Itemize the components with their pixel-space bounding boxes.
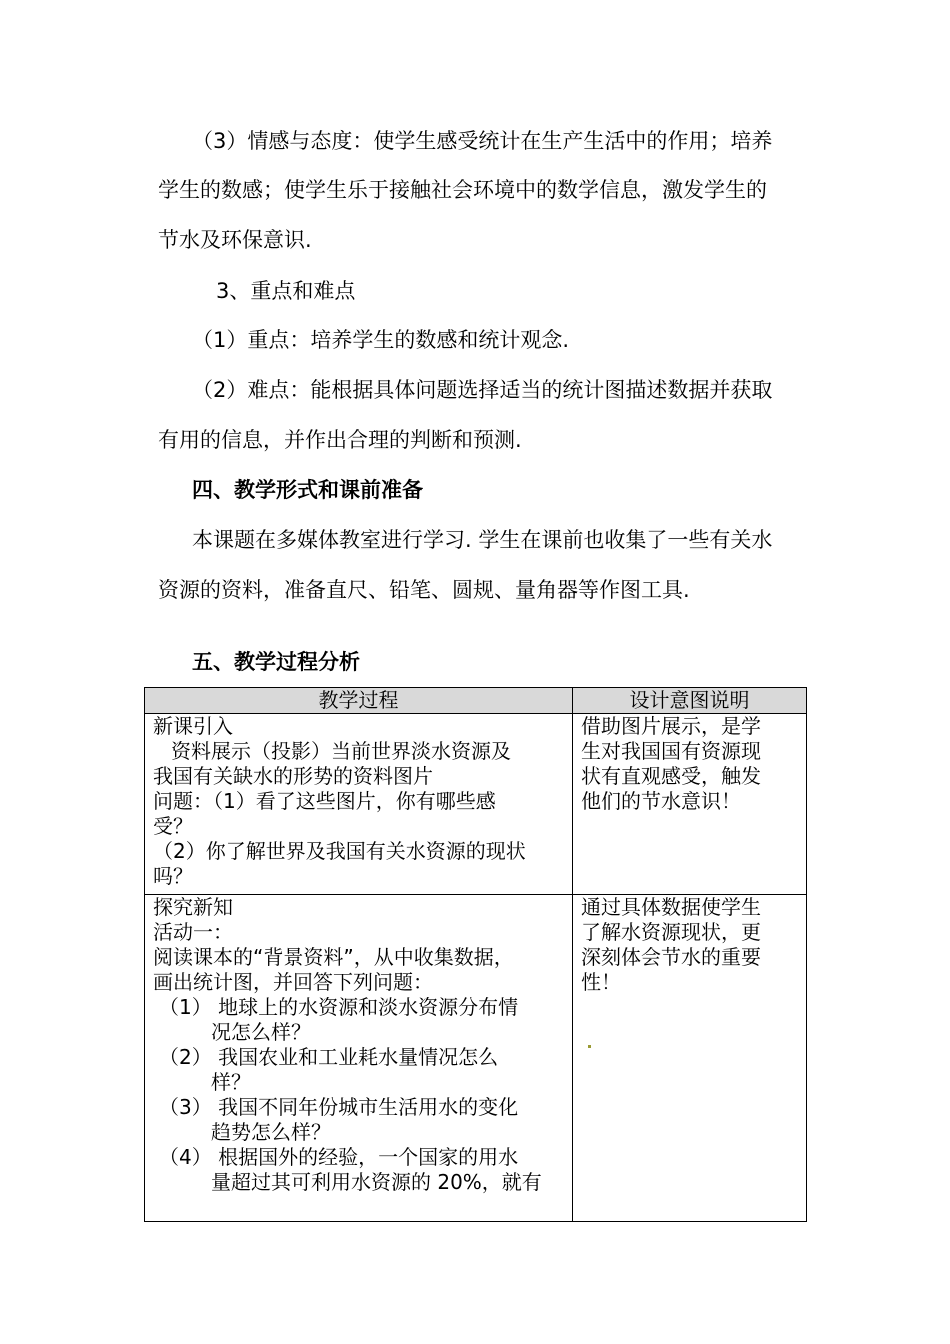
question-1 bbox=[153, 995, 564, 1020]
process-text: 我国有关缺水的形势的资料图片 bbox=[153, 764, 433, 788]
question-text: 我国不同年份城市生活用水的变化 bbox=[218, 1095, 519, 1119]
question-3 bbox=[153, 1095, 564, 1120]
process-text: 画出统计图，并回答下列问题： bbox=[153, 970, 433, 994]
difficulty-line2: 有用的信息，并作出合理的判断和预测. bbox=[158, 428, 522, 452]
paragraph-attitude-line2: 学生的数感；使学生乐于接触社会环境中的数学信息，激发学生的 bbox=[158, 178, 767, 202]
question-3-cont: 趋势怎么样？ bbox=[211, 1120, 331, 1144]
header-teaching-process: 教学过程 bbox=[145, 688, 573, 714]
intent-cell-explore bbox=[572, 895, 806, 1222]
paragraph-attitude-line3: 节水及环保意识. bbox=[158, 228, 312, 252]
question-text: 根据国外的经验，一个国家的用水 bbox=[218, 1145, 519, 1169]
question-number: （1） bbox=[159, 995, 212, 1019]
process-text: 受？ bbox=[153, 814, 193, 838]
table-header-row bbox=[145, 688, 807, 714]
question-2 bbox=[153, 1045, 564, 1070]
intent-text: 性！ bbox=[580, 970, 621, 994]
intent-text: 了解水资源现状，更 bbox=[580, 920, 761, 944]
question-2-cont: 样？ bbox=[211, 1070, 251, 1094]
teaching-form-line1: 本课题在多媒体教室进行学习. 学生在课前也收集了一些有关水 bbox=[192, 528, 773, 552]
intent-text: 生对我国国有资源现 bbox=[580, 739, 761, 763]
question-4-cont: 量超过其可利用水资源的 20%，就有 bbox=[211, 1170, 542, 1194]
intent-text: 通过具体数据使学生 bbox=[580, 895, 761, 919]
question-text: 地球上的水资源和淡水资源分布情 bbox=[218, 995, 519, 1019]
process-text: 资料展示（投影）当前世界淡水资源及 bbox=[171, 739, 511, 763]
question-number: （4） bbox=[159, 1145, 212, 1169]
process-text: 阅读课本的“背景资料”，从中收集数据， bbox=[153, 945, 514, 969]
paragraph-attitude-line1: （3）情感与态度：使学生感受统计在生产生活中的作用；培养 bbox=[192, 129, 773, 153]
section-3-heading: 3、重点和难点 bbox=[216, 279, 356, 303]
section-4-heading: 四、教学形式和课前准备 bbox=[192, 478, 423, 502]
process-text: 探究新知 bbox=[153, 895, 233, 919]
teaching-form-line2: 资源的资料，准备直尺、铅笔、圆规、量角器等作图工具. bbox=[158, 578, 690, 602]
process-cell-intro bbox=[145, 714, 573, 895]
process-text: 问题：（1）看了这些图片，你有哪些感 bbox=[153, 789, 496, 813]
stray-mark bbox=[588, 1045, 591, 1048]
question-number: （2） bbox=[159, 1045, 212, 1069]
intent-cell-intro bbox=[572, 714, 806, 895]
intent-text: 借助图片展示，是学 bbox=[580, 714, 761, 738]
difficulty-line1: （2）难点：能根据具体问题选择适当的统计图描述数据并获取 bbox=[192, 378, 773, 402]
process-text: 吗？ bbox=[153, 864, 193, 888]
intent-text: 他们的节水意识！ bbox=[580, 789, 741, 813]
header-design-intent: 设计意图说明 bbox=[572, 688, 806, 714]
table-row bbox=[145, 895, 807, 1222]
question-4 bbox=[153, 1145, 564, 1170]
process-text: 新课引入 bbox=[153, 714, 233, 738]
process-cell-explore bbox=[145, 895, 573, 1222]
key-point: （1）重点：培养学生的数感和统计观念. bbox=[192, 328, 570, 352]
teaching-process-table bbox=[144, 687, 807, 1222]
section-5-heading: 五、教学过程分析 bbox=[192, 650, 360, 674]
intent-text: 深刻体会节水的重要 bbox=[580, 945, 761, 969]
process-text: （2）你了解世界及我国有关水资源的现状 bbox=[153, 839, 526, 863]
question-number: （3） bbox=[159, 1095, 212, 1119]
process-text: 活动一： bbox=[153, 920, 233, 944]
question-1-cont: 况怎么样？ bbox=[211, 1020, 311, 1044]
question-text: 我国农业和工业耗水量情况怎么 bbox=[218, 1045, 499, 1069]
table-row bbox=[145, 714, 807, 895]
intent-text: 状有直观感受，触发 bbox=[580, 764, 761, 788]
